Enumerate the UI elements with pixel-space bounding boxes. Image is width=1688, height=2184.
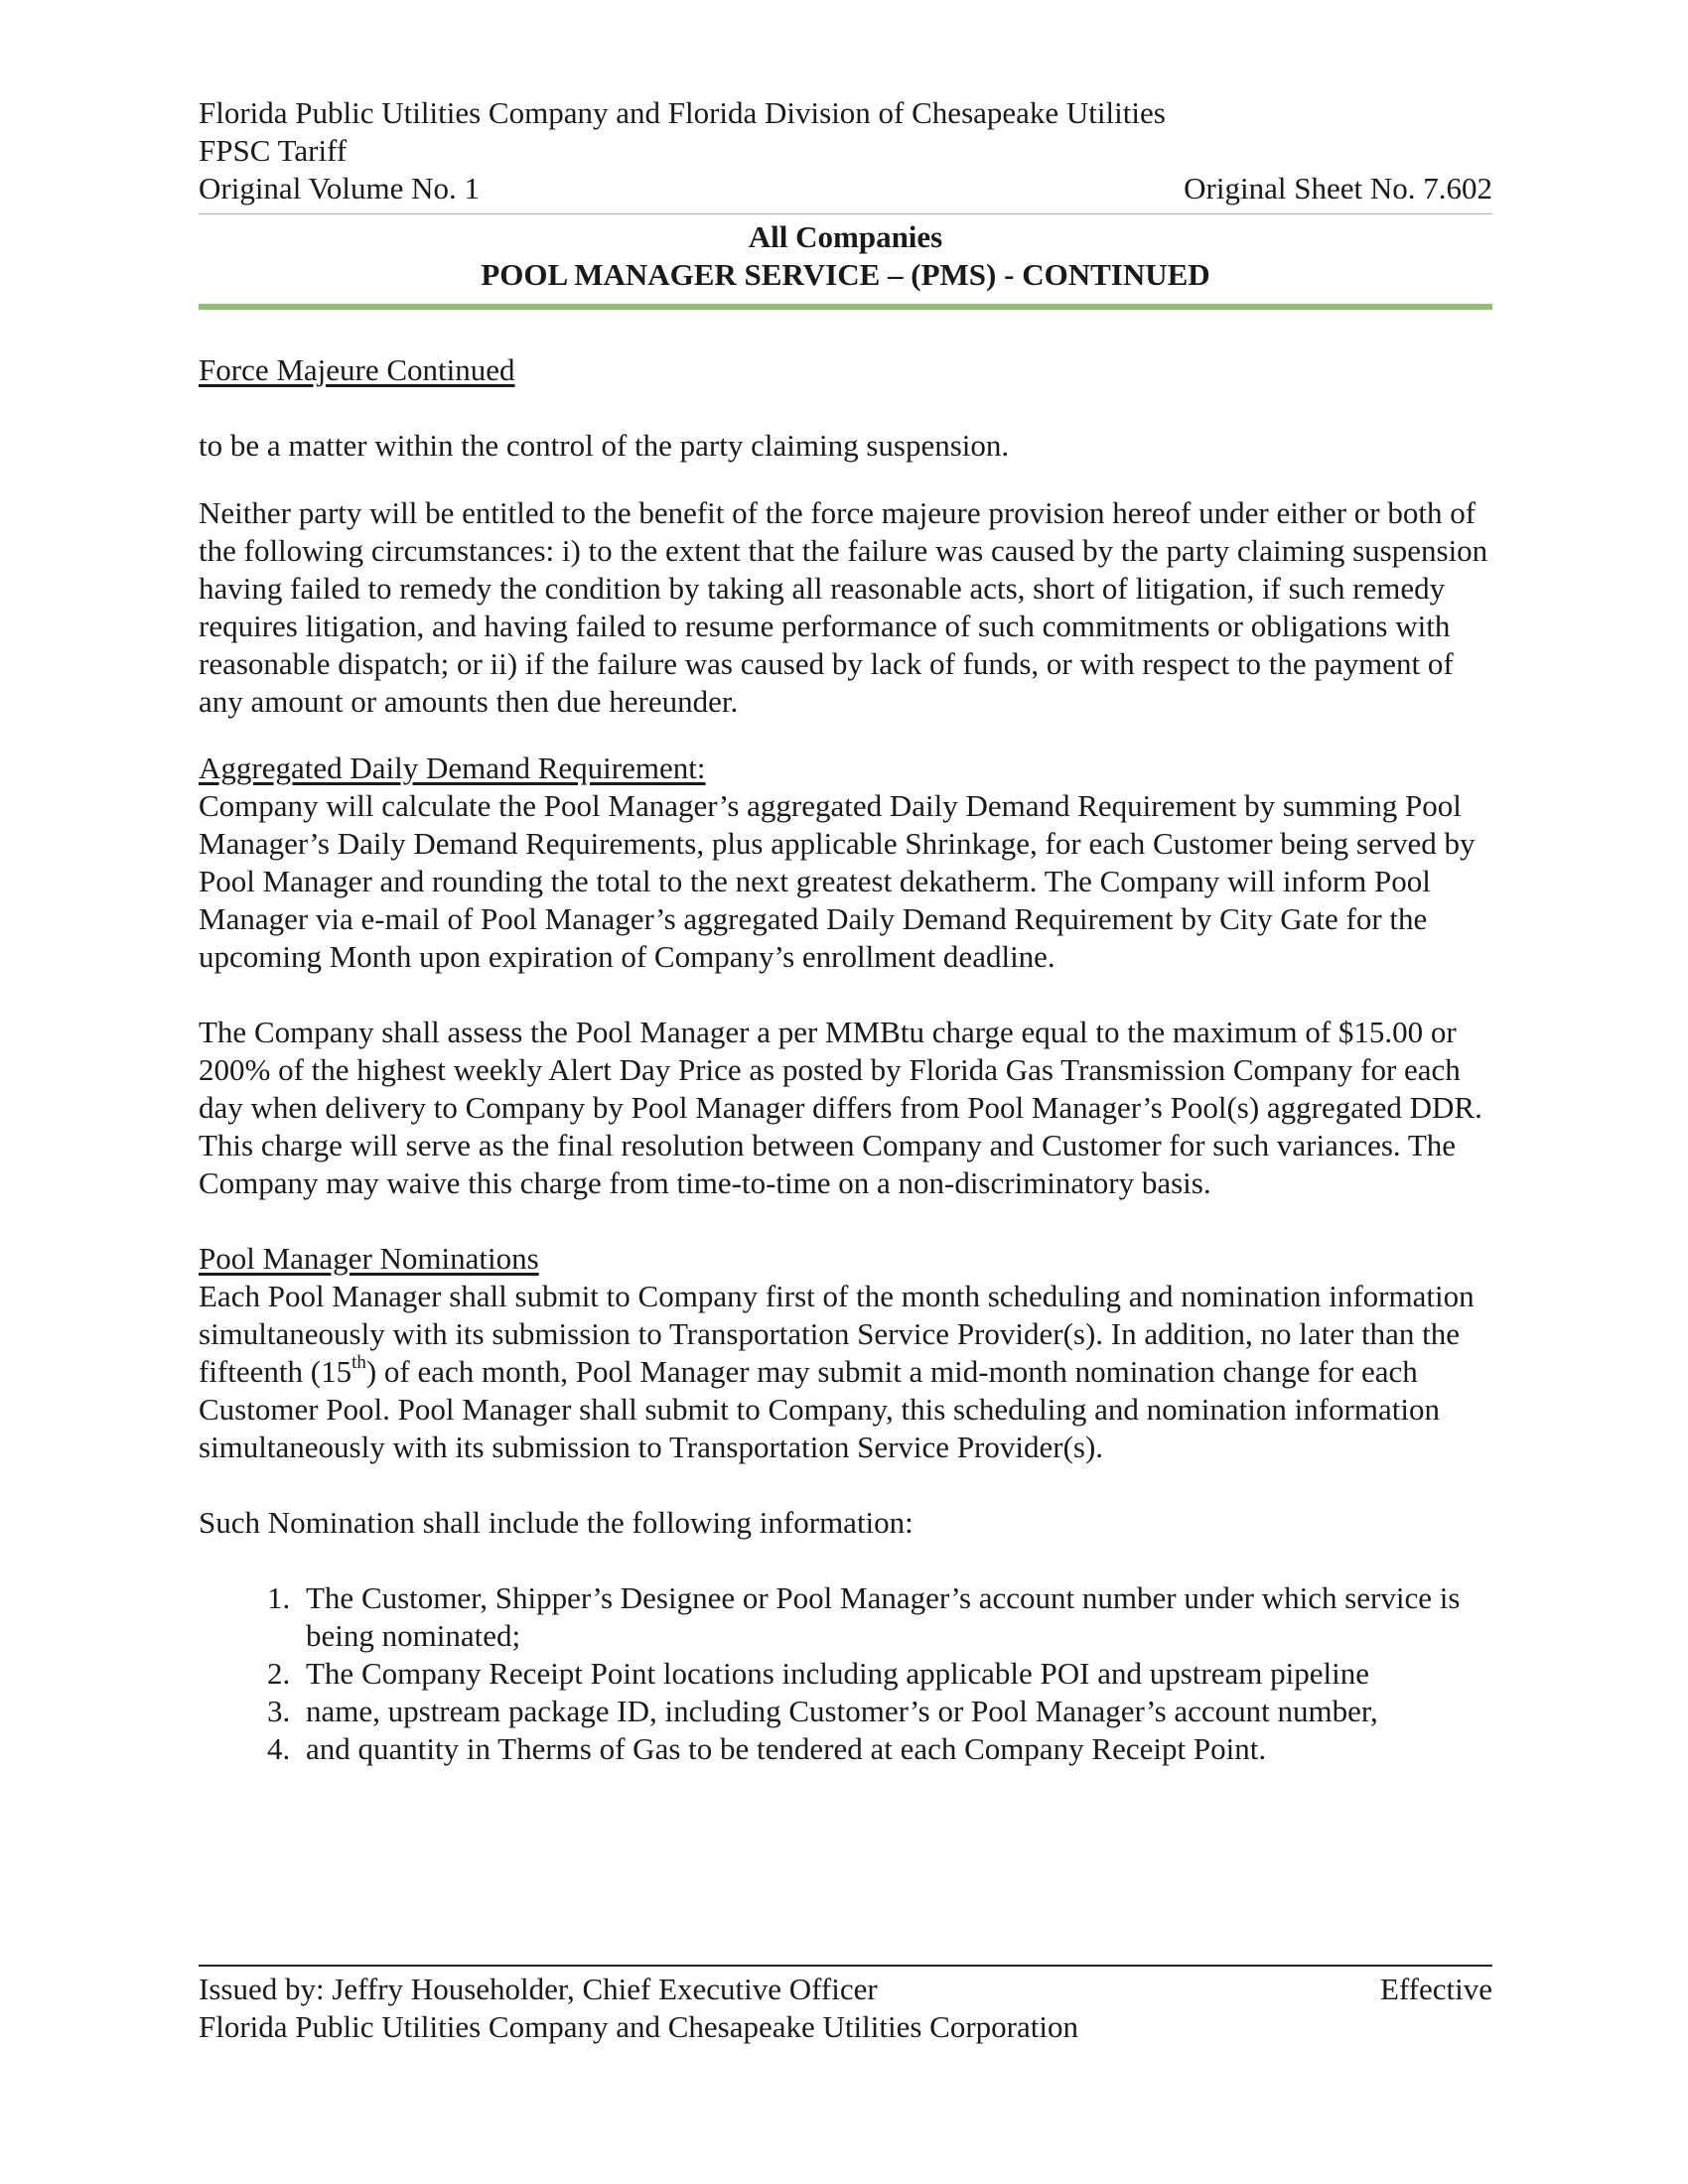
footer-company: Florida Public Utilities Company and Chesapeake Utilities Corporation bbox=[199, 2009, 1078, 2044]
nominations-text-a: Each Pool Manager shall submit to Company first of the month scheduling and nomination information simultaneously with its submission to Transportation Service Provider(s). In addition, no later than the fifteenth (15 bbox=[199, 1279, 1475, 1389]
nominations-heading: Pool Manager Nominations bbox=[199, 1241, 539, 1276]
tariff-page bbox=[199, 94, 1492, 1768]
force-majeure-paragraph-1: to be a matter within the control of the party claiming suspension. bbox=[199, 428, 1010, 463]
ordinal-superscript: th bbox=[352, 1351, 366, 1373]
header-volume-row bbox=[199, 170, 1492, 207]
header-volume: Original Volume No. 1 bbox=[199, 171, 481, 205]
section-title: POOL MANAGER SERVICE – (PMS) - CONTINUED bbox=[481, 257, 1210, 292]
aggregated-ddr-heading: Aggregated Daily Demand Requirement: bbox=[199, 751, 706, 785]
page-footer bbox=[199, 1965, 1492, 2046]
header-tariff-line: FPSC Tariff bbox=[199, 133, 348, 168]
companies-title: All Companies bbox=[748, 219, 943, 254]
aggregated-ddr-paragraph-1: Company will calculate the Pool Manager’s aggregated Daily Demand Requirement by summing Pool Manager’s Daily Demand Requirements, plus applicable Shrinkage, for each Customer being served by Pool Manager and rounding the total to the next greatest dekatherm. The Company will inform Pool Manager via e-mail of Pool Manager’s aggregated Daily Demand Requirement by City Gate for the upcoming Month upon expiration of Company’s enrollment deadline. bbox=[199, 788, 1476, 974]
list-item: 4. and quantity in Therms of Gas to be tendered at each Company Receipt Point. bbox=[298, 1730, 1492, 1768]
list-item: 2. The Company Receipt Point locations including applicable POI and upstream pipeline bbox=[298, 1655, 1492, 1693]
section-divider bbox=[199, 304, 1492, 310]
nomination-info-list bbox=[199, 1579, 1492, 1768]
nominations-text-b: ) of each month, Pool Manager may submit a mid-month nomination change for each Customer Pool. Pool Manager shall submit to Company, this scheduling and nomination information simultaneously with its submission to Transportation Service Provider(s). bbox=[199, 1354, 1440, 1464]
force-majeure-paragraph-2: Neither party will be entitled to the benefit of the force majeure provision hereof under either or both of the following circumstances: i) to the extent that the failure was caused by the party claiming suspension having failed to remedy the condition by taking all reasonable acts, short of litigation, if such remedy requires litigation, and having failed to resume performance of such commitments or obligations with reasonable dispatch; or ii) if the failure was caused by lack of funds, or with respect to the payment of any amount or amounts then due hereunder. bbox=[199, 495, 1488, 719]
list-item: 1. The Customer, Shipper’s Designee or Pool Manager’s account number under which service is being nominated; bbox=[298, 1579, 1492, 1655]
nominations-paragraph-1 bbox=[199, 1278, 1492, 1466]
footer-issued-row bbox=[199, 1971, 1492, 2008]
header-sheet-number: Original Sheet No. 7.602 bbox=[1184, 171, 1492, 205]
aggregated-ddr-paragraph-2: The Company shall assess the Pool Manager a per MMBtu charge equal to the maximum of $15.00 or 200% of the highest weekly Alert Day Price as posted by Florida Gas Transmission Company for each day when delivery to Company by Pool Manager differs from Pool Manager’s Pool(s) aggregated DDR. This charge will serve as the final resolution between Company and Customer for such variances. The Company may waive this charge from time-to-time on a non-discriminatory basis. bbox=[199, 1015, 1482, 1200]
footer-divider bbox=[199, 1965, 1492, 1967]
force-majeure-heading: Force Majeure Continued bbox=[199, 352, 515, 387]
issued-by: Issued by: Jeffry Householder, Chief Executive Officer bbox=[199, 1972, 878, 2006]
effective-label: Effective bbox=[1379, 1972, 1492, 2006]
nominations-paragraph-2: Such Nomination shall include the following information: bbox=[199, 1505, 914, 1540]
list-item: 3. name, upstream package ID, including Customer’s or Pool Manager’s account number, bbox=[298, 1693, 1492, 1730]
header-divider bbox=[199, 213, 1492, 214]
header-company-line: Florida Public Utilities Company and Florida Division of Chesapeake Utilities bbox=[199, 95, 1166, 130]
